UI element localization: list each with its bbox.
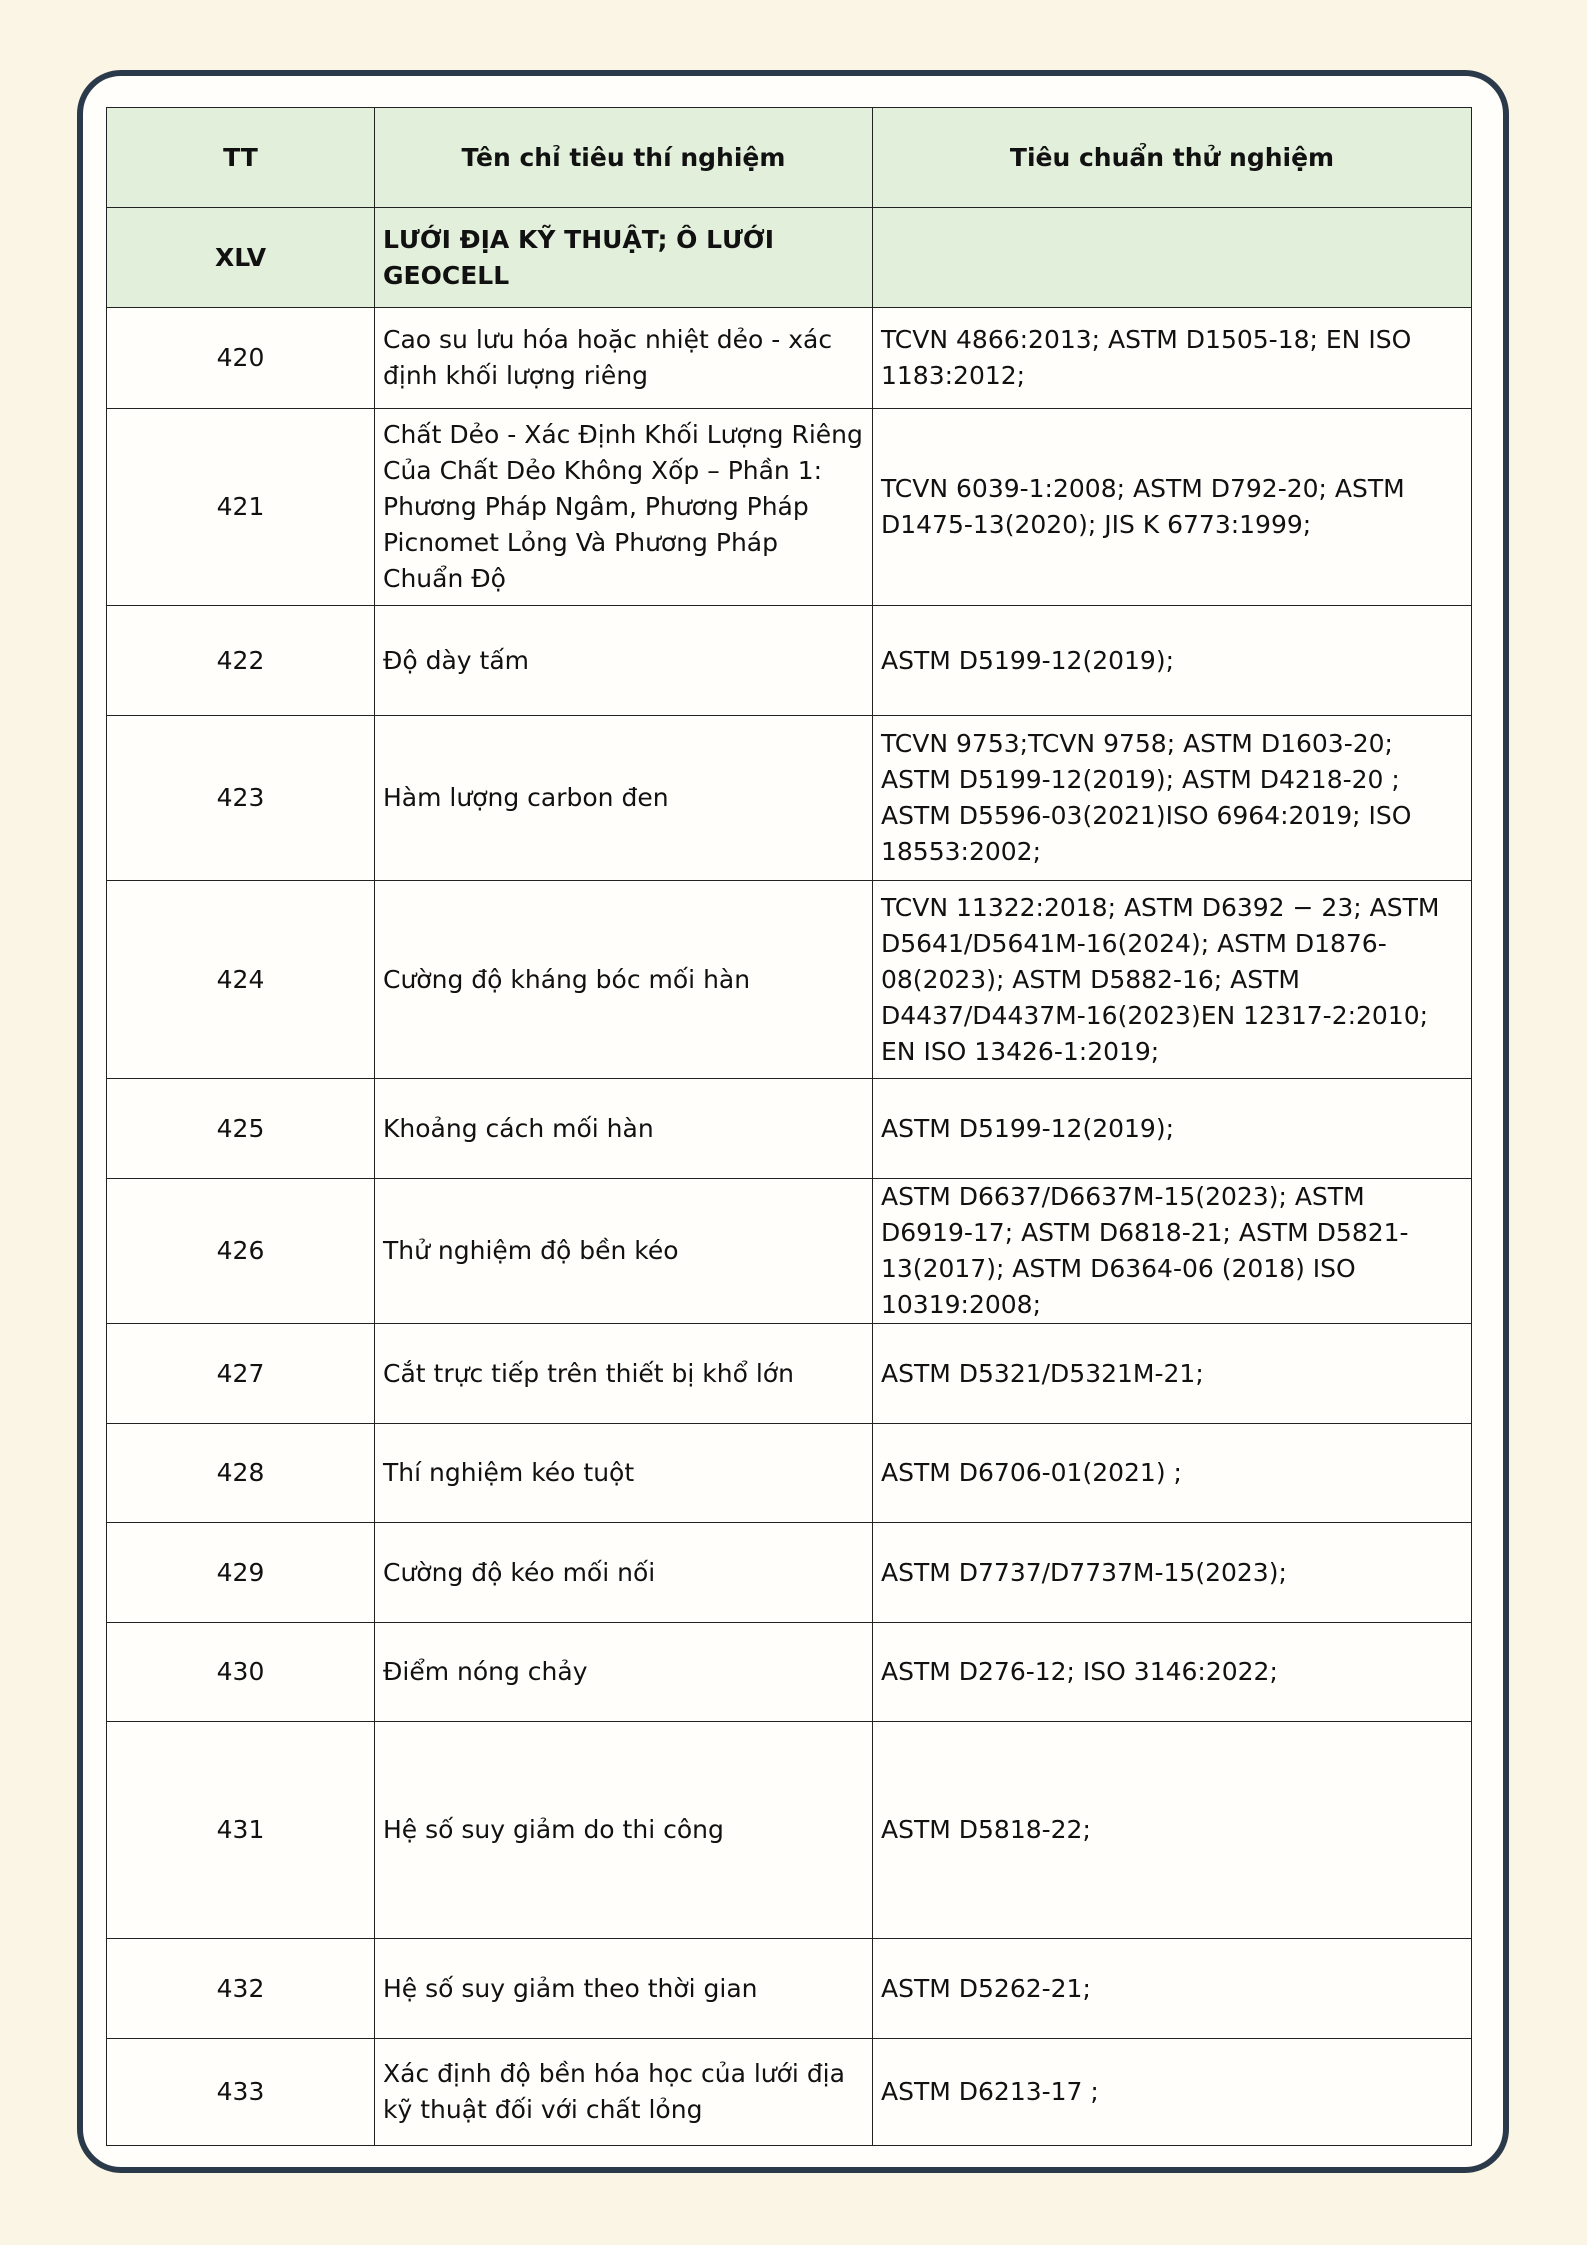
row-test-name: Độ dày tấm <box>375 606 873 716</box>
row-test-standard: ASTM D5199-12(2019); <box>873 606 1472 716</box>
table-row <box>107 1939 1472 2039</box>
table-row <box>107 409 1472 606</box>
row-number: 429 <box>107 1523 375 1623</box>
row-test-name: Xác định độ bền hóa học của lưới địa kỹ thuật đối với chất lỏng <box>375 2039 873 2146</box>
row-test-name: Cường độ kéo mối nối <box>375 1523 873 1623</box>
row-number: 431 <box>107 1722 375 1939</box>
row-number: 428 <box>107 1424 375 1523</box>
row-test-name: Cường độ kháng bóc mối hàn <box>375 881 873 1079</box>
row-test-standard: ASTM D6637/D6637M-15(2023); ASTM D6919-17; ASTM D6818-21; ASTM D5821-13(2017); ASTM D6364-06 (2018) ISO 10319:2008; <box>873 1179 1472 1324</box>
section-standard <box>873 208 1472 308</box>
row-number: 425 <box>107 1079 375 1179</box>
header-tt: TT <box>107 108 375 208</box>
table-row <box>107 716 1472 881</box>
row-test-name: Khoảng cách mối hàn <box>375 1079 873 1179</box>
row-number: 421 <box>107 409 375 606</box>
row-number: 430 <box>107 1623 375 1722</box>
table-row <box>107 2039 1472 2146</box>
row-test-name: Chất Dẻo - Xác Định Khối Lượng Riêng Của Chất Dẻo Không Xốp – Phần 1: Phương Pháp Ngâm, Phương Pháp Picnomet Lỏng Và Phương Pháp Chuẩn Độ <box>375 409 873 606</box>
header-test-name: Tên chỉ tiêu thí nghiệm <box>375 108 873 208</box>
row-test-standard: ASTM D5818-22; <box>873 1722 1472 1939</box>
table-row <box>107 881 1472 1079</box>
row-test-standard: ASTM D6706-01(2021) ; <box>873 1424 1472 1523</box>
row-test-name: Hệ số suy giảm theo thời gian <box>375 1939 873 2039</box>
table-row <box>107 1179 1472 1324</box>
table-row <box>107 308 1472 409</box>
table-row <box>107 1523 1472 1623</box>
section-code: XLV <box>107 208 375 308</box>
row-test-standard: TCVN 4866:2013; ASTM D1505-18; EN ISO 1183:2012; <box>873 308 1472 409</box>
table-row <box>107 1424 1472 1523</box>
row-test-name: Thí nghiệm kéo tuột <box>375 1424 873 1523</box>
row-number: 427 <box>107 1324 375 1424</box>
table-row <box>107 1722 1472 1939</box>
table-row <box>107 1623 1472 1722</box>
standards-table <box>106 107 1472 2146</box>
row-test-standard: ASTM D5199-12(2019); <box>873 1079 1472 1179</box>
row-number: 422 <box>107 606 375 716</box>
row-test-name: Điểm nóng chảy <box>375 1623 873 1722</box>
row-test-standard: TCVN 6039-1:2008; ASTM D792-20; ASTM D1475-13(2020); JIS K 6773:1999; <box>873 409 1472 606</box>
row-test-name: Hệ số suy giảm do thi công <box>375 1722 873 1939</box>
row-test-name: Thử nghiệm độ bền kéo <box>375 1179 873 1324</box>
table-row <box>107 606 1472 716</box>
row-test-standard: TCVN 9753;TCVN 9758; ASTM D1603-20; ASTM D5199-12(2019); ASTM D4218-20 ; ASTM D5596-03(2021)ISO 6964:2019; ISO 18553:2002; <box>873 716 1472 881</box>
header-test-standard: Tiêu chuẩn thử nghiệm <box>873 108 1472 208</box>
row-number: 432 <box>107 1939 375 2039</box>
row-test-standard: TCVN 11322:2018; ASTM D6392 − 23; ASTM D5641/D5641M-16(2024); ASTM D1876-08(2023); ASTM D5882-16; ASTM D4437/D4437M-16(2023)EN 12317-2:2010; EN ISO 13426-1:2019; <box>873 881 1472 1079</box>
row-number: 423 <box>107 716 375 881</box>
section-row <box>107 208 1472 308</box>
section-title: LƯỚI ĐỊA KỸ THUẬT; Ô LƯỚI GEOCELL <box>375 208 873 308</box>
row-test-standard: ASTM D7737/D7737M-15(2023); <box>873 1523 1472 1623</box>
row-number: 433 <box>107 2039 375 2146</box>
row-test-standard: ASTM D6213-17 ; <box>873 2039 1472 2146</box>
row-test-name: Cắt trực tiếp trên thiết bị khổ lớn <box>375 1324 873 1424</box>
row-test-standard: ASTM D5262-21; <box>873 1939 1472 2039</box>
table-row <box>107 1079 1472 1179</box>
row-number: 426 <box>107 1179 375 1324</box>
row-test-standard: ASTM D5321/D5321M-21; <box>873 1324 1472 1424</box>
row-test-name: Hàm lượng carbon đen <box>375 716 873 881</box>
row-test-standard: ASTM D276-12; ISO 3146:2022; <box>873 1623 1472 1722</box>
row-number: 420 <box>107 308 375 409</box>
table-row <box>107 1324 1472 1424</box>
header-row <box>107 108 1472 208</box>
row-test-name: Cao su lưu hóa hoặc nhiệt dẻo - xác định khối lượng riêng <box>375 308 873 409</box>
row-number: 424 <box>107 881 375 1079</box>
